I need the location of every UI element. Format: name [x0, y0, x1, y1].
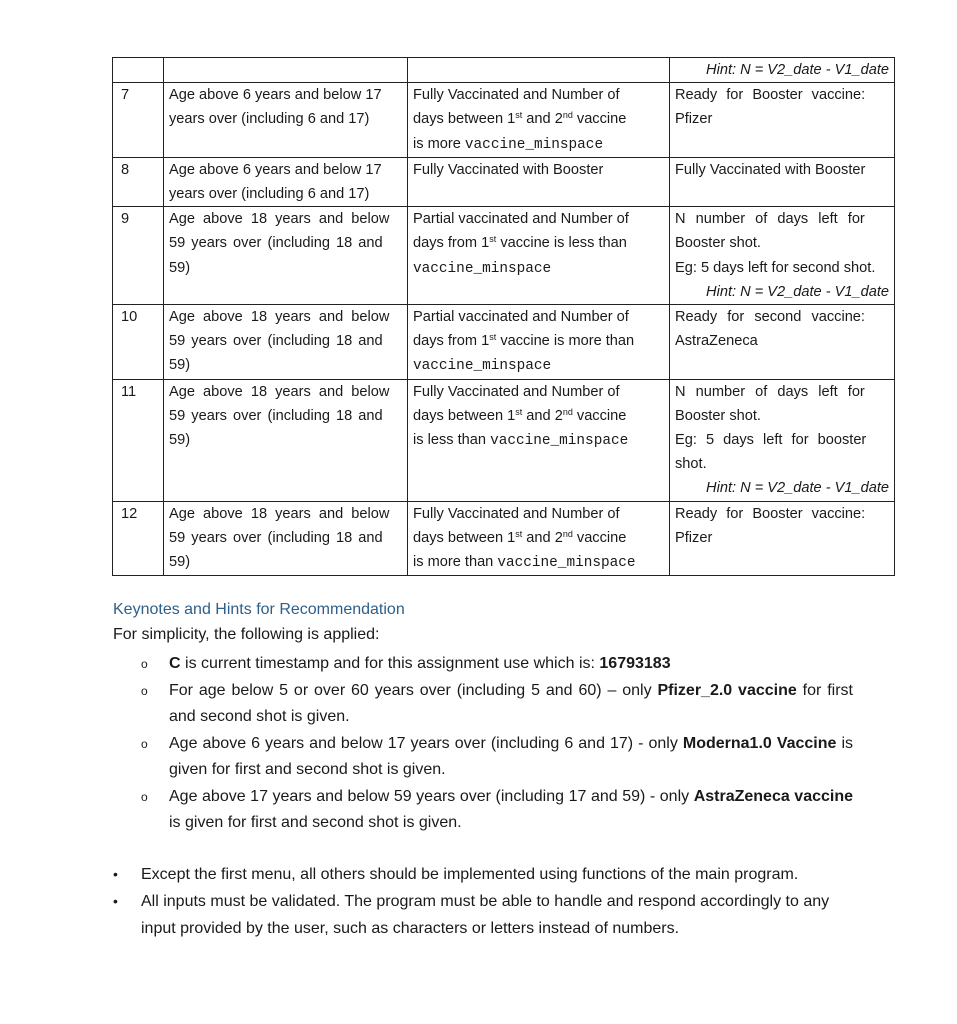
- condition-line: Partial vaccinated and Number of: [413, 211, 629, 228]
- row-number: 11: [113, 379, 164, 501]
- list-item: [113, 861, 853, 888]
- condition-cell: [408, 83, 670, 158]
- code-text: vaccine_minspace: [464, 136, 604, 153]
- table-row: [113, 501, 895, 576]
- condition-line: Fully Vaccinated with Booster: [413, 161, 604, 178]
- list-item: o C is current timestamp and for this assignment use which is: 16793183: [141, 651, 853, 678]
- condition-line: is less than vaccine_minspace: [413, 432, 629, 450]
- condition-line: days from 1st vaccine is less than: [413, 234, 627, 252]
- hint-text: Hint: N = V2_date - V1_date: [706, 283, 889, 300]
- recommendation-line: shot.: [675, 456, 707, 473]
- age-line: 59 years over (including 18 and: [169, 407, 383, 424]
- table-cell-num: [113, 58, 164, 83]
- age-cell: [164, 379, 408, 501]
- condition-cell: [408, 207, 670, 305]
- row-number: 10: [113, 305, 164, 380]
- age-line: 59 years over (including 18 and: [169, 333, 383, 350]
- table-row-continuation: [113, 58, 895, 83]
- condition-line: [413, 256, 664, 281]
- age-line: years over (including 6 and 17): [169, 111, 370, 128]
- age-line: 59): [169, 554, 191, 571]
- age-line: 59): [169, 357, 191, 374]
- age-cell: [164, 305, 408, 380]
- recommendation-line: Eg: 5 days left for booster: [675, 432, 867, 449]
- age-line: years over (including 6 and 17): [169, 186, 370, 203]
- condition-line: days from 1st vaccine is more than: [413, 332, 635, 350]
- recommendation-cell: [670, 157, 895, 206]
- keynotes-heading: Keynotes and Hints for Recommendation: [113, 601, 405, 618]
- circle-bullet-icon: o: [141, 657, 148, 671]
- recommendation-cell: [670, 379, 895, 501]
- age-cell: [164, 83, 408, 158]
- recommendation-line: Fully Vaccinated with Booster: [675, 161, 866, 178]
- age-line: Age above 6 years and below 17: [169, 161, 382, 178]
- condition-cell: [408, 305, 670, 380]
- recommendation-line: Ready for Booster vaccine:: [675, 87, 866, 104]
- recommendation-line: Eg: 5 days left for second shot.: [675, 259, 876, 276]
- table-row: [113, 83, 895, 158]
- condition-cell: [408, 157, 670, 206]
- condition-line: days between 1st and 2nd vaccine: [413, 528, 627, 546]
- condition-line: Fully Vaccinated and Number of: [413, 383, 620, 400]
- recommendation-line: Pfizer: [675, 111, 713, 128]
- age-line: 59 years over (including 18 and: [169, 235, 383, 252]
- notes-list: [113, 861, 853, 942]
- table-cell-recommendation: [670, 58, 895, 83]
- recommendation-cell: [670, 501, 895, 576]
- condition-cell: [408, 379, 670, 501]
- list-item: o Age above 17 years and below 59 years over (including 17 and 59) - only AstraZeneca vaccine is given for first and second shot is given.: [141, 784, 853, 837]
- recommendation-cell: [670, 207, 895, 305]
- bullet-icon: •: [113, 893, 118, 909]
- bullet-icon: •: [113, 866, 118, 882]
- note-text: Except the first menu, all others should be implemented using functions of the main program.: [141, 866, 799, 883]
- table-row: [113, 157, 895, 206]
- condition-line: days between 1st and 2nd vaccine: [413, 406, 627, 424]
- table-row: [113, 207, 895, 305]
- age-cell: [164, 501, 408, 576]
- age-line: 59): [169, 432, 191, 449]
- row-number: 12: [113, 501, 164, 576]
- row-number: 9: [113, 207, 164, 305]
- table-cell-condition: [408, 58, 670, 83]
- table-row: [113, 379, 895, 501]
- recommendation-cell: [670, 305, 895, 380]
- condition-line: is more than vaccine_minspace: [413, 554, 636, 572]
- condition-line: Fully Vaccinated and Number of: [413, 87, 620, 104]
- circle-bullet-icon: o: [141, 683, 148, 698]
- recommendation-line: Booster shot.: [675, 407, 761, 424]
- age-line: Age above 18 years and below: [169, 211, 390, 228]
- code-text: vaccine_minspace: [413, 260, 552, 277]
- recommendation-line: N number of days left for: [675, 211, 865, 228]
- condition-line: [413, 353, 664, 378]
- age-line: 59): [169, 259, 191, 276]
- code-text: vaccine_minspace: [490, 433, 629, 450]
- condition-line: Fully Vaccinated and Number of: [413, 505, 620, 522]
- table-row: [113, 305, 895, 380]
- list-item: o For age below 5 or over 60 years over (including 5 and 60) – only Pfizer_2.0 vaccine for first and second shot is given.: [141, 678, 853, 731]
- code-text: vaccine_minspace: [497, 555, 636, 572]
- hint-text: Hint: N = V2_date - V1_date: [706, 480, 889, 497]
- keynotes-list: [141, 651, 853, 837]
- age-cell: [164, 207, 408, 305]
- age-cell: [164, 157, 408, 206]
- age-line: Age above 18 years and below: [169, 383, 390, 400]
- condition-line: Partial vaccinated and Number of: [413, 309, 629, 326]
- recommendation-table: [112, 57, 895, 576]
- recommendation-line: Booster shot.: [675, 235, 761, 252]
- keynotes-intro: For simplicity, the following is applied:: [113, 626, 380, 643]
- age-line: Age above 18 years and below: [169, 309, 390, 326]
- recommendation-line: Ready for second vaccine:: [675, 309, 865, 326]
- list-item: o Age above 6 years and below 17 years over (including 6 and 17) - only Moderna1.0 Vaccine is given for first and second shot is given.: [141, 731, 853, 784]
- table-cell-age: [164, 58, 408, 83]
- condition-line: is more vaccine_minspace: [413, 135, 604, 153]
- condition-cell: [408, 501, 670, 576]
- list-item: [113, 888, 853, 942]
- recommendation-line: AstraZeneca: [675, 333, 758, 350]
- age-line: 59 years over (including 18 and: [169, 529, 383, 546]
- condition-line: days between 1st and 2nd vaccine: [413, 110, 627, 128]
- recommendation-line: N number of days left for: [675, 383, 865, 400]
- hint-text: Hint: N = V2_date - V1_date: [706, 62, 889, 78]
- note-text: All inputs must be validated. The program must be able to handle and respond accordingly to any input provided by the user, such as characters or letters instead of numbers.: [141, 893, 830, 937]
- recommendation-line: Pfizer: [675, 529, 713, 546]
- row-number: 7: [113, 83, 164, 158]
- circle-bullet-icon: o: [141, 736, 148, 751]
- row-number: 8: [113, 157, 164, 206]
- age-line: Age above 18 years and below: [169, 505, 390, 522]
- age-line: Age above 6 years and below 17: [169, 87, 382, 104]
- circle-bullet-icon: o: [141, 789, 148, 804]
- recommendation-line: Ready for Booster vaccine:: [675, 505, 866, 522]
- code-text: vaccine_minspace: [413, 358, 552, 375]
- recommendation-cell: [670, 83, 895, 158]
